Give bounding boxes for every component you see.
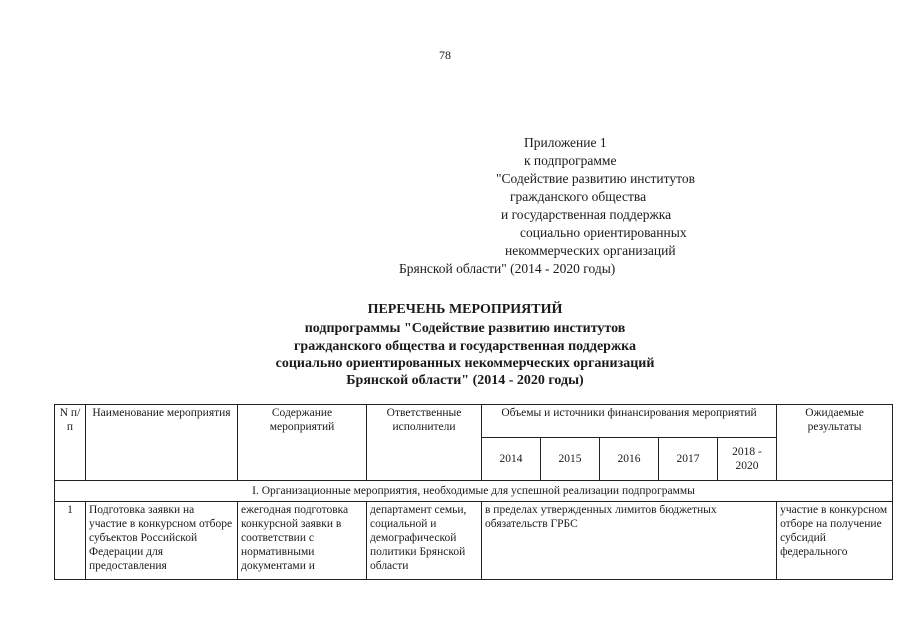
year-2018-2020: 2018 - 2020 (718, 438, 777, 481)
appendix-line-4: гражданского общества (510, 189, 647, 204)
row-executors: департамент семьи, социальной и демографической политики Брянской области (367, 502, 482, 580)
document-subtitle-line-1: подпрограммы "Содействие развитию институтов (304, 321, 626, 336)
row-results: участие в конкурсном отборе на получение субсидий федерального (777, 502, 893, 580)
section-title: I. Организационные мероприятия, необходимые для успешной реализации подпрограммы (55, 481, 893, 502)
year-2015: 2015 (541, 438, 600, 481)
year-2014: 2014 (482, 438, 541, 481)
appendix-line-8: Брянской области" (2014 - 2020 годы) (399, 261, 616, 276)
events-table (54, 404, 893, 580)
table-header-row (55, 405, 893, 438)
year-2016: 2016 (600, 438, 659, 481)
document-title: ПЕРЕЧЕНЬ МЕРОПРИЯТИЙ (367, 302, 563, 317)
appendix-line-6: социально ориентированных (520, 225, 687, 240)
header-content: Содержание мероприятий (238, 405, 367, 481)
row-content: ежегодная подготовка конкурсной заявки в соответствии с нормативными документами и (238, 502, 367, 580)
year-2017: 2017 (659, 438, 718, 481)
appendix-line-3: "Содействие развитию институтов (496, 171, 695, 186)
header-num: N п/п (55, 405, 86, 481)
row-name: Подготовка заявки на участие в конкурсном отборе субъектов Российской Федерации для предоставления (86, 502, 238, 580)
header-name: Наименование мероприятия (86, 405, 238, 481)
appendix-line-2: к подпрограмме (524, 153, 617, 168)
document-subtitle-line-2: гражданского общества и государственная поддержка (294, 339, 636, 354)
document-subtitle-line-3: социально ориентированных некоммерческих организаций (275, 356, 655, 371)
table-row (55, 502, 893, 580)
appendix-line-5: и государственная поддержка (501, 207, 672, 222)
row-funding: в пределах утвержденных лимитов бюджетных обязательств ГРБС (482, 502, 777, 580)
section-row (55, 481, 893, 502)
document-subtitle-line-4: Брянской области" (2014 - 2020 годы) (346, 373, 584, 388)
header-funding: Объемы и источники финансирования мероприятий (482, 405, 777, 438)
header-executors: Ответственные исполнители (367, 405, 482, 481)
page-number: 78 (439, 48, 451, 62)
appendix-line-1: Приложение 1 (524, 135, 607, 150)
row-num: 1 (55, 502, 86, 580)
header-results: Ожидаемые результаты (777, 405, 893, 481)
appendix-line-7: некоммерческих организаций (505, 243, 676, 258)
